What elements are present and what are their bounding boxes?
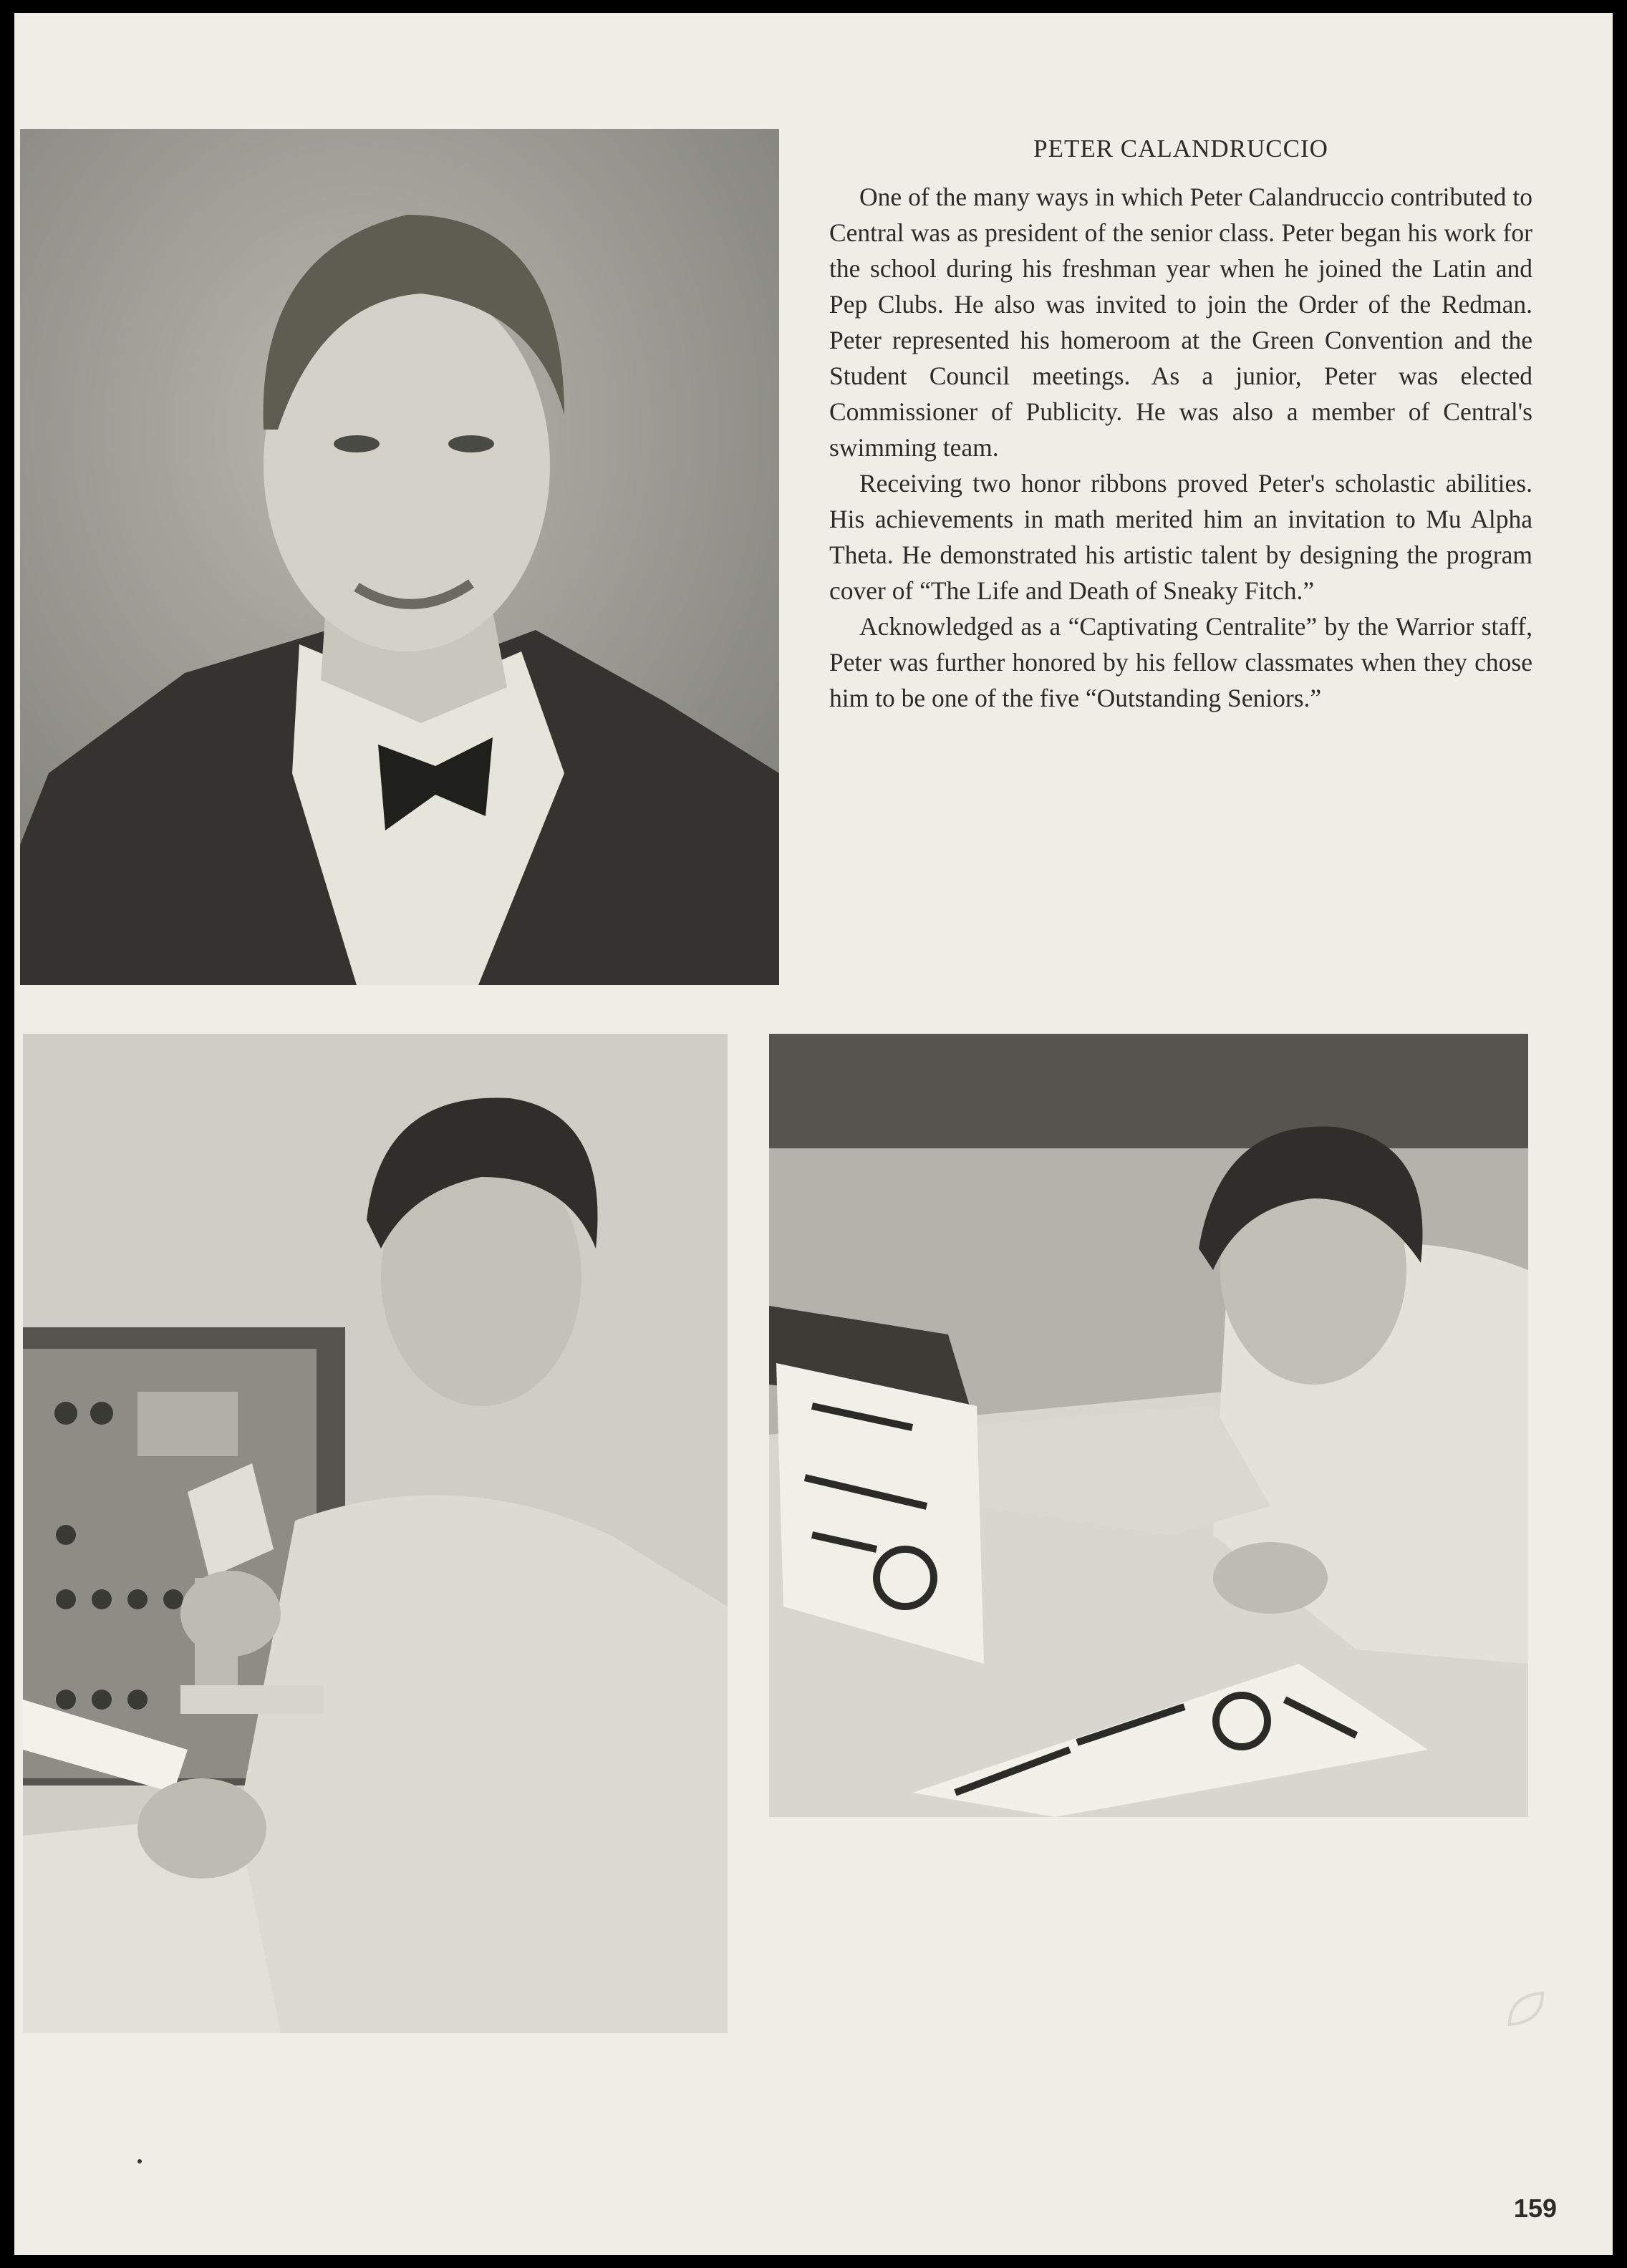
article-paragraph-1: One of the many ways in which Peter Calandruccio contributed to Central was as president of the senior class. Peter began his work for the school during his freshman year when he joined the Latin and Pep Clubs. He also was invited to join the Order of the Redman. Peter represented his homeroom at the Green Convention and the Student Council meetings. As a junior, Peter was elected Commissioner of Publicity. He was also a member of Central's swimming team.: [829, 183, 1532, 462]
equipment-operation-photo: [23, 1034, 728, 2033]
article-paragraph-2: Receiving two honor ribbons proved Peter's scholastic abilities. His achievements in math merited him an invitation to Mu Alpha Theta. He demonstrated his artistic talent by designing the program cover of “The Life and Death of Sneaky Fitch.”: [829, 469, 1532, 605]
yearbook-page: [14, 13, 1613, 2255]
program-cover-drawing-photo: [769, 1034, 1528, 1817]
page-number: 159: [1513, 2194, 1557, 2223]
article-paragraph-3: Acknowledged as a “Captivating Centralite” by the Warrior staff, Peter was further honored by his fellow classmates when they chose him to be one of the five “Outstanding Seniors.”: [829, 612, 1532, 712]
biography-article: [829, 135, 1532, 716]
drawing-image: [769, 1034, 1528, 1817]
leaf-icon: [1505, 1989, 1547, 2029]
article-title: PETER CALANDRUCCIO: [1033, 135, 1328, 163]
portrait-image: [20, 129, 779, 985]
print-speck: [137, 2159, 142, 2163]
senior-portrait-photo: [20, 129, 779, 985]
equipment-image: [23, 1034, 728, 2033]
